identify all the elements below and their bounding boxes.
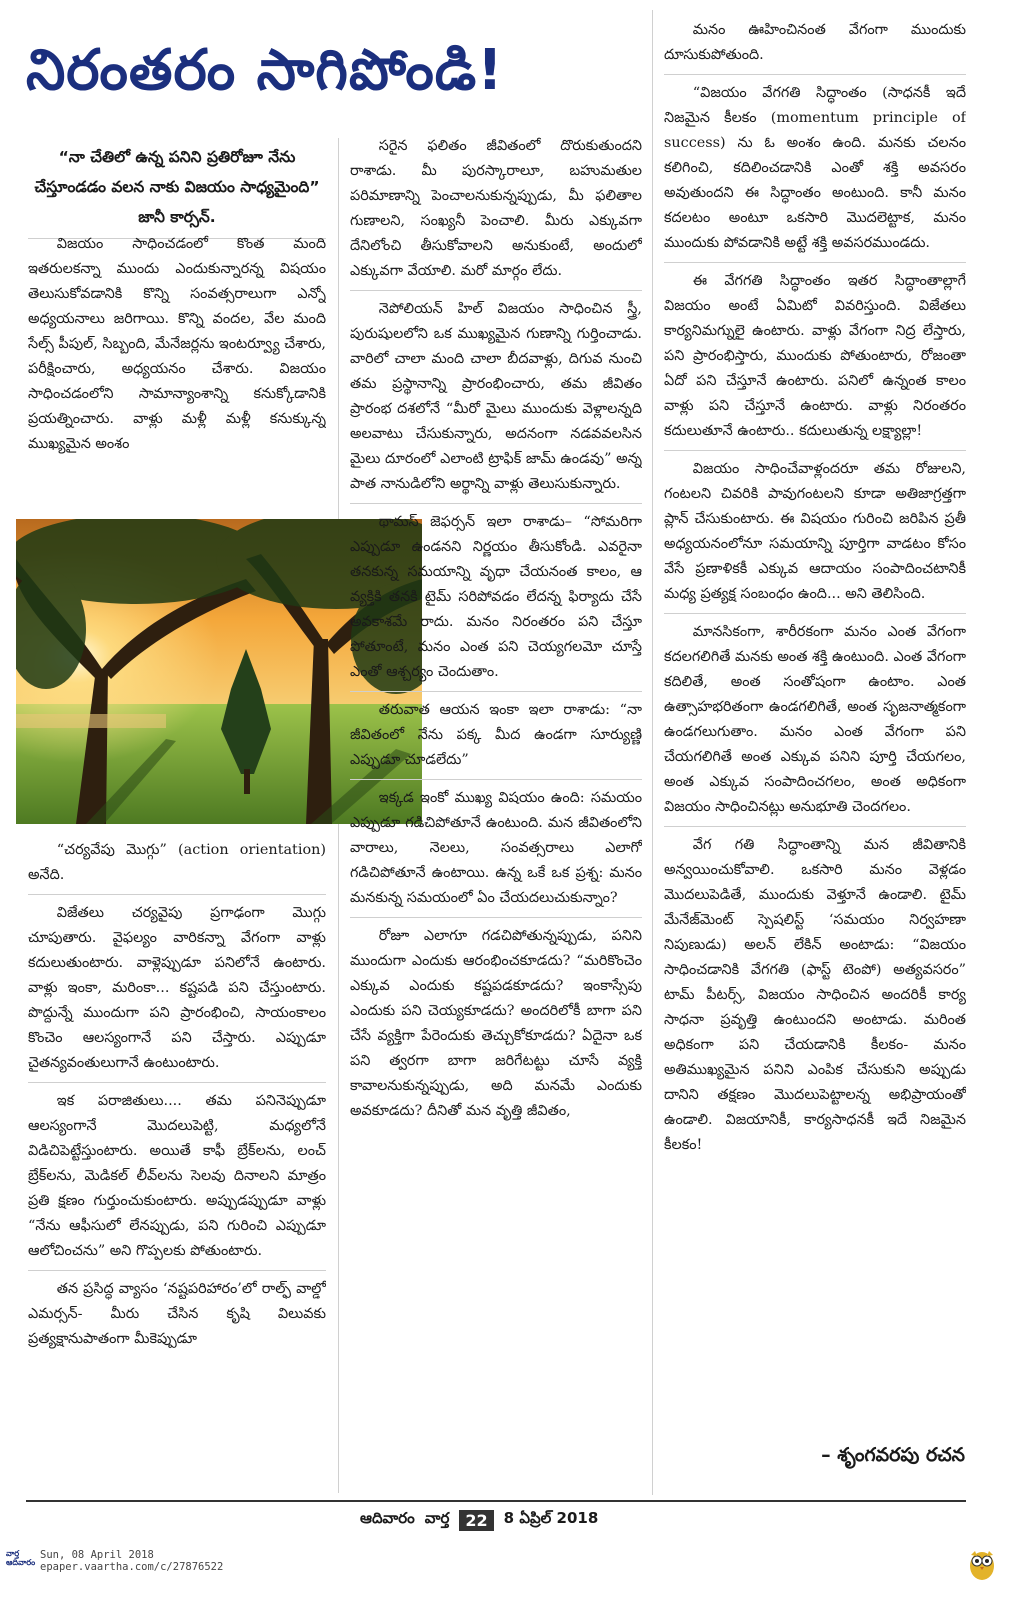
owl-icon [967, 1547, 997, 1581]
paragraph: నెపోలియన్ హిల్ విజయం సాధించిన స్త్రీ, పురుషులలోని ఒక ముఖ్యమైన గుణాన్ని గుర్తించాడు. వారిలో చాలా మంది చాలా బీదవాళ్లు, దిగువ నుంచి తమ ప్రస్థానాన్ని ప్రారంభించారు, తమ జీవితం ప్రారంభ దశలోనే “మీరో మైలు ముందుకు వెళ్లాలన్నది అలవాటు చేసుకున్నారు, అదనంగా నడవవలసిన మైలు దూరంలో ఎలాంటి ట్రాఫిక్ జామ్ ఉండవు” అన్న పాత నానుడిలోని అర్థాన్ని వాళ్లు తెలుసుకున్నారు. [350, 297, 642, 504]
footer-divider [26, 1500, 966, 1502]
paragraph: తన ప్రసిద్ధ వ్యాసం ‘నష్టపరిహారం’లో రాల్ఫ్ వాల్డో ఎమర్సన్- మీరు చేసిన కృషి విలువకు ప్రత్యక్షానుపాతంగా మీకెప్పుడూ [28, 1281, 326, 1347]
footer-paper: వార్త [424, 1509, 450, 1527]
page-footer [360, 1506, 598, 1534]
article-title: నిరంతరం సాగిపోండి! [26, 38, 504, 103]
epaper-tag [0, 1545, 1009, 1600]
column-2 [350, 134, 642, 1496]
paragraph: విజేతలు చర్యవైపు ప్రగాఢంగా మొగ్గు చూపుతారు. వైఫల్యం వారికన్నా వేగంగా వాళ్లు కదులుతుంటారు. వాళ్లెప్పుడూ పనిలోనే ఉంటారు. వాళ్లు ఇంకా, మరింకా... కష్టపడి పని చేస్తుంటారు. పొద్దున్నే ముందుగా పని ప్రారంభించి, సాయంకాలం కొంచెం ఆలస్యంగానే పని చేస్తారు. ఎప్పుడూ చైతన్యవంతులుగానే ఉంటుంటారు. [28, 901, 326, 1083]
paragraph: “చర్యవేపు మొగ్గు” (action orientation) అనేది. [28, 838, 326, 895]
paragraph: ఈ వేగగతి సిద్ధాంతం ఇతర సిద్ధాంతాల్లాగే విజయం అంటే ఏమిటో వివరిస్తుంది. విజేతలు కార్యనిమగ్నులై ఉంటారు. వాళ్లు వేగంగా నిద్ర లేస్తారు, పని ప్రారంభిస్తారు, ముందుకు పోతుంటారు, రోజంతా ఏదో పని చేస్తూనే ఉంటారు. పనిలో ఉన్నంత కాలం వాళ్లు పని చేస్తూనే ఉంటారు. వాళ్లు నిరంతరం కదులుతూనే ఉంటారు.. కదులుతున్న లక్ష్యాల్లా! [664, 269, 966, 451]
paragraph: విజయం సాధించేవాళ్లందరూ తమ రోజులని, గంటలని చివరికి పావుగంటలని కూడా అతిజాగ్రత్తగా ప్లాన్ చేసుకుంటారు. ఈ విషయం గురించి జరిపిన ప్రతీ అధ్యయనంలోనూ సమయాన్ని పూర్తిగా వాడటం కోసం వేసే ప్రణాళికకీ ఎక్కువ ఆదాయం సంపాదించటానికీ మధ్య ప్రత్యక్ష సంబంధం ఉంది... అని తెలిసింది. [664, 457, 966, 614]
paragraph: ఇక్కడ ఇంకో ముఖ్య విషయం ఉంది: సమయం ఎప్పుడూ గడిచిపోతూనే ఉంటుంది. మన జీవితంలోని వారాలు, నెలలు, సంవత్సరాలు ఎలాగో గడిచిపోతూనే ఉంటాయి. ఉన్న ఒకే ఒక ప్రశ్న: మనం మనకున్న సమయంలో ఏం చేయదలుచుకున్నాం? [350, 786, 642, 918]
edition-url[interactable]: epaper.vaartha.com/c/27876522 [40, 1561, 224, 1573]
page-number: 22 [459, 1510, 493, 1531]
column-3 [664, 18, 966, 1438]
pull-quote: “నా చేతిలో ఉన్న పనిని ప్రతిరోజూ నేను చేస్తూండడం వలన నాకు విజయం సాధ్యమైంది” జానీ కార్సన్. [28, 142, 326, 239]
paragraph: థామస్ జెఫర్సన్ ఇలా రాశాడు– “సోమరిగా ఎప్పుడూ ఉండనని నిర్ణయం తీసుకోండి. ఎవరైనా తనకున్న సమయాన్ని వృధా చేయనంత కాలం, ఆ వ్యక్తికి తనకి టైమ్ సరిపోవడం లేదన్న ఫిర్యాదు చేసే అవకాశమే రాదు. మనం నిరంతరం పని చేస్తూ పోతూంటే, మనం ఎంత పని చెయ్యగలమో చూస్తే ఎంతో ఆశ్చర్యం చెందుతాం. [350, 510, 642, 692]
vaartha-logo: వార్త ఆదివారం [6, 1549, 36, 1567]
paragraph: తరువాత ఆయన ఇంకా ఇలా రాశాడు: “నా జీవితంలో నేను పక్క మీద ఉండగా సూర్యుణ్ణి ఎప్పుడూ చూడలేదు” [350, 698, 642, 780]
paragraph: సరైన ఫలితం జీవితంలో దొరుకుతుందని రాశాడు. మీ పురస్కారాలూ, బహుమతుల పరిమాణాన్ని పెంచాలనుకున్నప్పుడు, మీ ఫలితాల గుణాలని, సంఖ్యనీ పెంచాలి. మీరు ఎక్కువగా దేనిలోంచి తీసుకోవాలని అనుకుంటే, అందులో ఎక్కువగా వేయాలి. మరో మార్గం లేదు. [350, 134, 642, 291]
author-signature: – శృంగవరపు రచన [821, 1444, 965, 1466]
edition-date: Sun, 08 April 2018 [40, 1549, 154, 1561]
paragraph: రోజూ ఎలాగూ గడచిపోతున్నప్పుడు, పనిని ముందుగా ఎందుకు ఆరంభించకూడదు? “మరికొంచెం ఎక్కువ ఎందుకు కష్టపడకూడదు? ఇంకాస్సేపు ఎందుకు పని చెయ్యకూడదు? అందరిలోకీ బాగా పని చేసే వ్యక్తిగా పేరెందుకు తెచ్చుకోకూడదు? ఏదైనా ఒక పని త్వరగా బాగా జరిగేటట్టు చూసే వ్యక్తి కావాలనుకున్నప్పుడు, అది మనమే ఎందుకు అవకూడదు? దీనితో మన వృత్తి జీవితం, [350, 928, 642, 1119]
paragraph: మానసికంగా, శారీరకంగా మనం ఎంత వేగంగా కదలగలిగితే మనకు అంత శక్తి ఉంటుంది. ఎంత వేగంగా కదిలితే, అంత సంతోషంగా ఉంటాం. ఎంత ఉత్సాహభరితంగా ఉండగలిగితే, అంత సృజనాత్మకంగా ఉండగలుగుతాం. మనం ఎంత వేగంగా పని చేయగలిగితే అంత ఎక్కువ పనిని పూర్తి చేయగలం, అంత ఎక్కువ సంపాదించగలం, అంత అధికంగా విజయం సాధించినట్లు అనుభూతి చెందగలం. [664, 620, 966, 827]
footer-day: ఆదివారం [360, 1509, 415, 1527]
footer-date: 8 ఏప్రిల్ 2018 [503, 1509, 599, 1527]
paragraph: “విజయం వేగగతి సిద్ధాంతం (సాధనకీ ఇదే నిజమైన కీలకం (momentum principle of success) ను ఓ అంశం ఉంది. మనకు చలనం కలిగించి, కదిలించడానికి ఎంతో శక్తి అవసరం అవుతుందని ఈ సిద్ధాంతం అంటుంది. కానీ మనం కదలటం అంటూ ఒకసారి మొదలెట్టాక, మనం ముందుకు పోవడానికి అట్టే శక్తి అవసరముండదు. [664, 81, 966, 263]
column-divider [652, 10, 653, 1495]
paragraph: ఇక పరాజితులు.... తమ పనినెప్పుడూ ఆలస్యంగానే మొదలుపెట్టి, మధ్యలోనే విడిచిపెట్టేస్తుంటారు. అయితే కాఫీ బ్రేక్‌లను, లంచ్ బ్రేక్‌లను, మెడికల్ లీవ్‌లను సెలవు దినాలని మాత్రం ప్రతి క్షణం గుర్తుంచుకుంటారు. అప్పుడప్పుడూ వాళ్లు “నేను ఆఫీసులో లేనప్పుడు, పని గురించి ఎప్పుడూ ఆలోచించను” అని గొప్పలకు పోతుంటారు. [28, 1089, 326, 1271]
paragraph: వేగ గతి సిద్ధాంతాన్ని మన జీవితానికి అన్వయించుకోవాలి. ఒకసారి మనం వెళ్లడం మొదలుపెడితే, ముందుకు వెళ్తూనే ఉండాలి. టైమ్ మేనేజ్‌మెంట్ స్పెషలిస్ట్ ‘సమయం నిర్వహణా నిపుణుడు) అలన్ లేకిన్ అంటాడు: “విజయం సాధించడానికి వేగగతి (ఫాస్ట్ టెంపో) అత్యవసరం” టామ్ పీటర్స్, విజయం సాధించిన అందరికీ కార్య సాధనా ప్రవృత్తి ఉంటుందని అంటాడు. మరింత అధికంగా పని చేయడానికి కీలకం- మనం అతిముఖ్యమైన పనిని ఎంపిక చేసుకుని అప్పుడు దానిని తక్షణం మొదలుపెట్టాలన్న అభిప్రాయంతో ఉండాలి. విజయానికీ, కార్యసాధనకీ ఇదే నిజమైన కీలకం! [664, 837, 966, 1153]
column-1-bottom [28, 838, 326, 1488]
column-1-top [28, 232, 326, 514]
paragraph: విజయం సాధించడంలో కొంత మంది ఇతరులకన్నా ముందు ఎందుకున్నారన్న విషయం తెలుసుకోవడానికి కొన్ని సంవత్సరాలుగా ఎన్నో అధ్యయనాలు జరిగాయి. కొన్ని వందల, వేల మంది సేల్స్ పీపుల్, సిబ్బంది, మేనేజర్లను ఇంటర్వ్యూ చేశారు, పరీక్షించారు, అధ్యయనం చేశారు. విజయం సాధించడంలోని సామాన్యాంశాన్ని కనుక్కోడానికి ప్రయత్నించారు. వాళ్లు మళ్లీ మళ్లీ కనుక్కున్న ముఖ్యమైన అంశం [28, 236, 326, 452]
paragraph: మనం ఊహించినంత వేగంగా ముందుకు దూసుకుపోతుంది. [664, 18, 966, 75]
